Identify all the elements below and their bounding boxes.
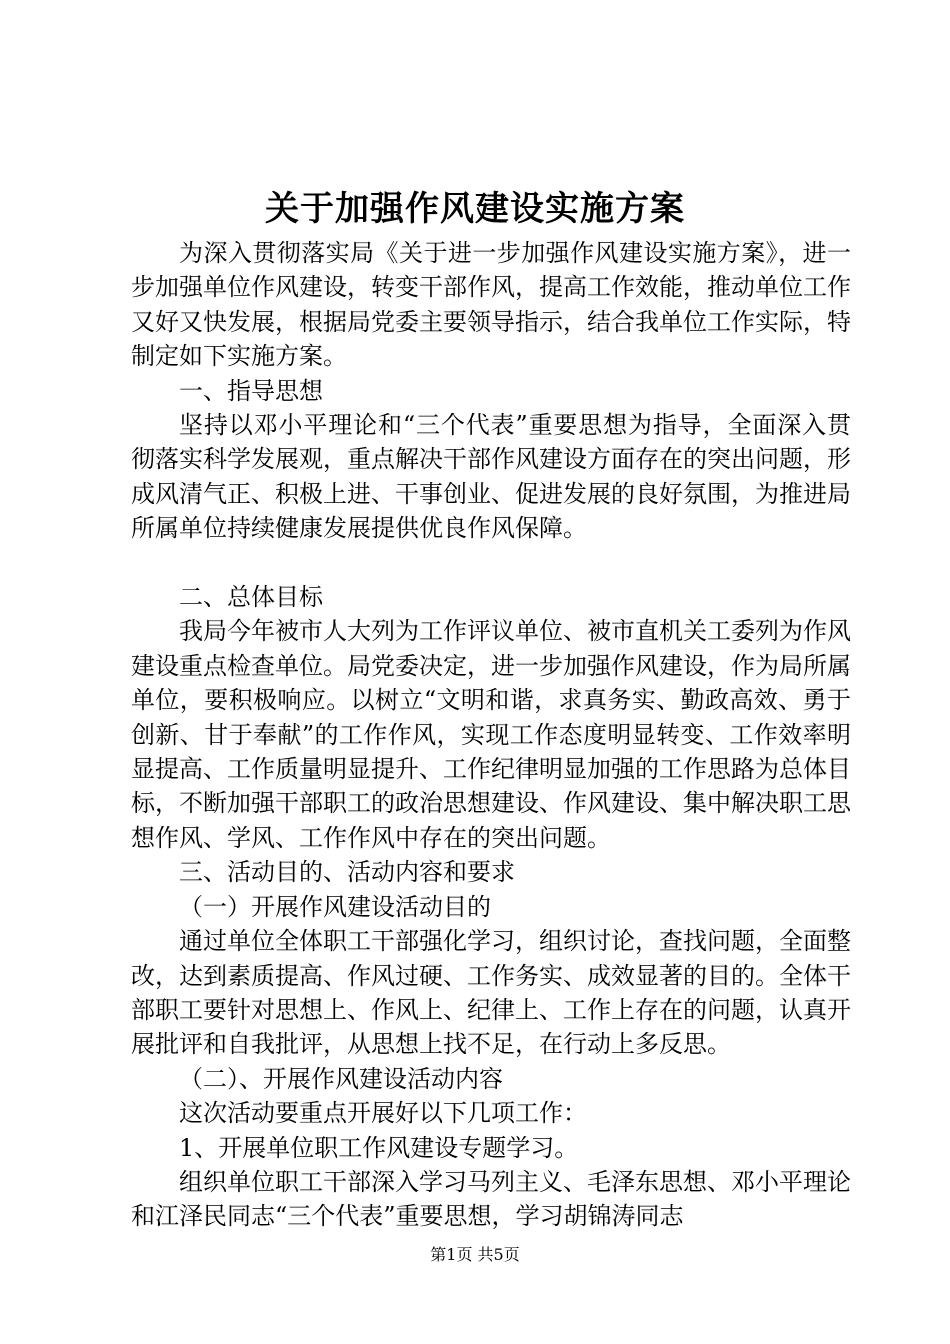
purpose-paragraph: 通过单位全体职工干部强化学习，组织讨论，查找问题，全面整改，达到素质提高、作风过硬、工作务实、成效显著的目的。全体干部职工要针对思想上、作风上、纪律上、工作上存在的问题，认真开展批评和自我批评，从思想上找不足，在行动上多反思。 [131,927,851,1059]
content-item-1-paragraph: 组织单位职工干部深入学习马列主义、毛泽东思想、邓小平理论和江泽民同志“三个代表”重要思想，学习胡锦涛同志 [131,1167,851,1231]
subsection-heading-content: （二）、开展作风建设活动内容 [179,1064,503,1093]
section-heading-activity: 三、活动目的、活动内容和要求 [179,858,515,887]
subsection-heading-purpose: （一）开展作风建设活动目的 [179,892,491,921]
overall-goal-paragraph: 我局今年被市人大列为工作评议单位、被市直机关工委列为作风建设重点检查单位。局党委决定，进一步加强作风建设，作为局所属单位，要积极响应。以树立“文明和谐，求真务实、勤政高效、勇于创新、甘于奉献”的工作作风，实现工作态度明显转变、工作效率明显提高、工作质量明显提升、工作纪律明显加强的工作思路为总体目标，不断加强干部职工的政治思想建设、作风建设、集中解决职工思想作风、学风、工作作风中存在的突出问题。 [131,617,851,852]
document-body [131,236,851,1234]
blank-line [131,546,851,580]
content-intro-line: 这次活动要重点开展好以下几项工作： [179,1099,587,1128]
page-number-footer: 第1页 共5页 [430,1245,520,1264]
content-item-1-heading: 1、开展单位职工作风建设专题学习。 [179,1133,579,1162]
section-heading-overall-goal: 二、总体目标 [179,583,323,612]
document-title: 关于加强作风建设实施方案 [265,189,685,229]
guiding-thought-paragraph: 坚持以邓小平理论和“三个代表”重要思想为指导，全面深入贯彻落实科学发展观，重点解决干部作风建设方面存在的突出问题，形成风清气正、积极上进、干事创业、促进发展的良好氛围，为推进局所属单位持续健康发展提供优良作风保障。 [131,411,851,543]
section-heading-guiding-thought: 一、指导思想 [179,376,323,405]
intro-paragraph: 为深入贯彻落实局《关于进一步加强作风建设实施方案》，进一步加强单位作风建设，转变干部作风，提高工作效能，推动单位工作又好又快发展，根据局党委主要领导指示，结合我单位工作实际，特制定如下实施方案。 [131,239,851,371]
